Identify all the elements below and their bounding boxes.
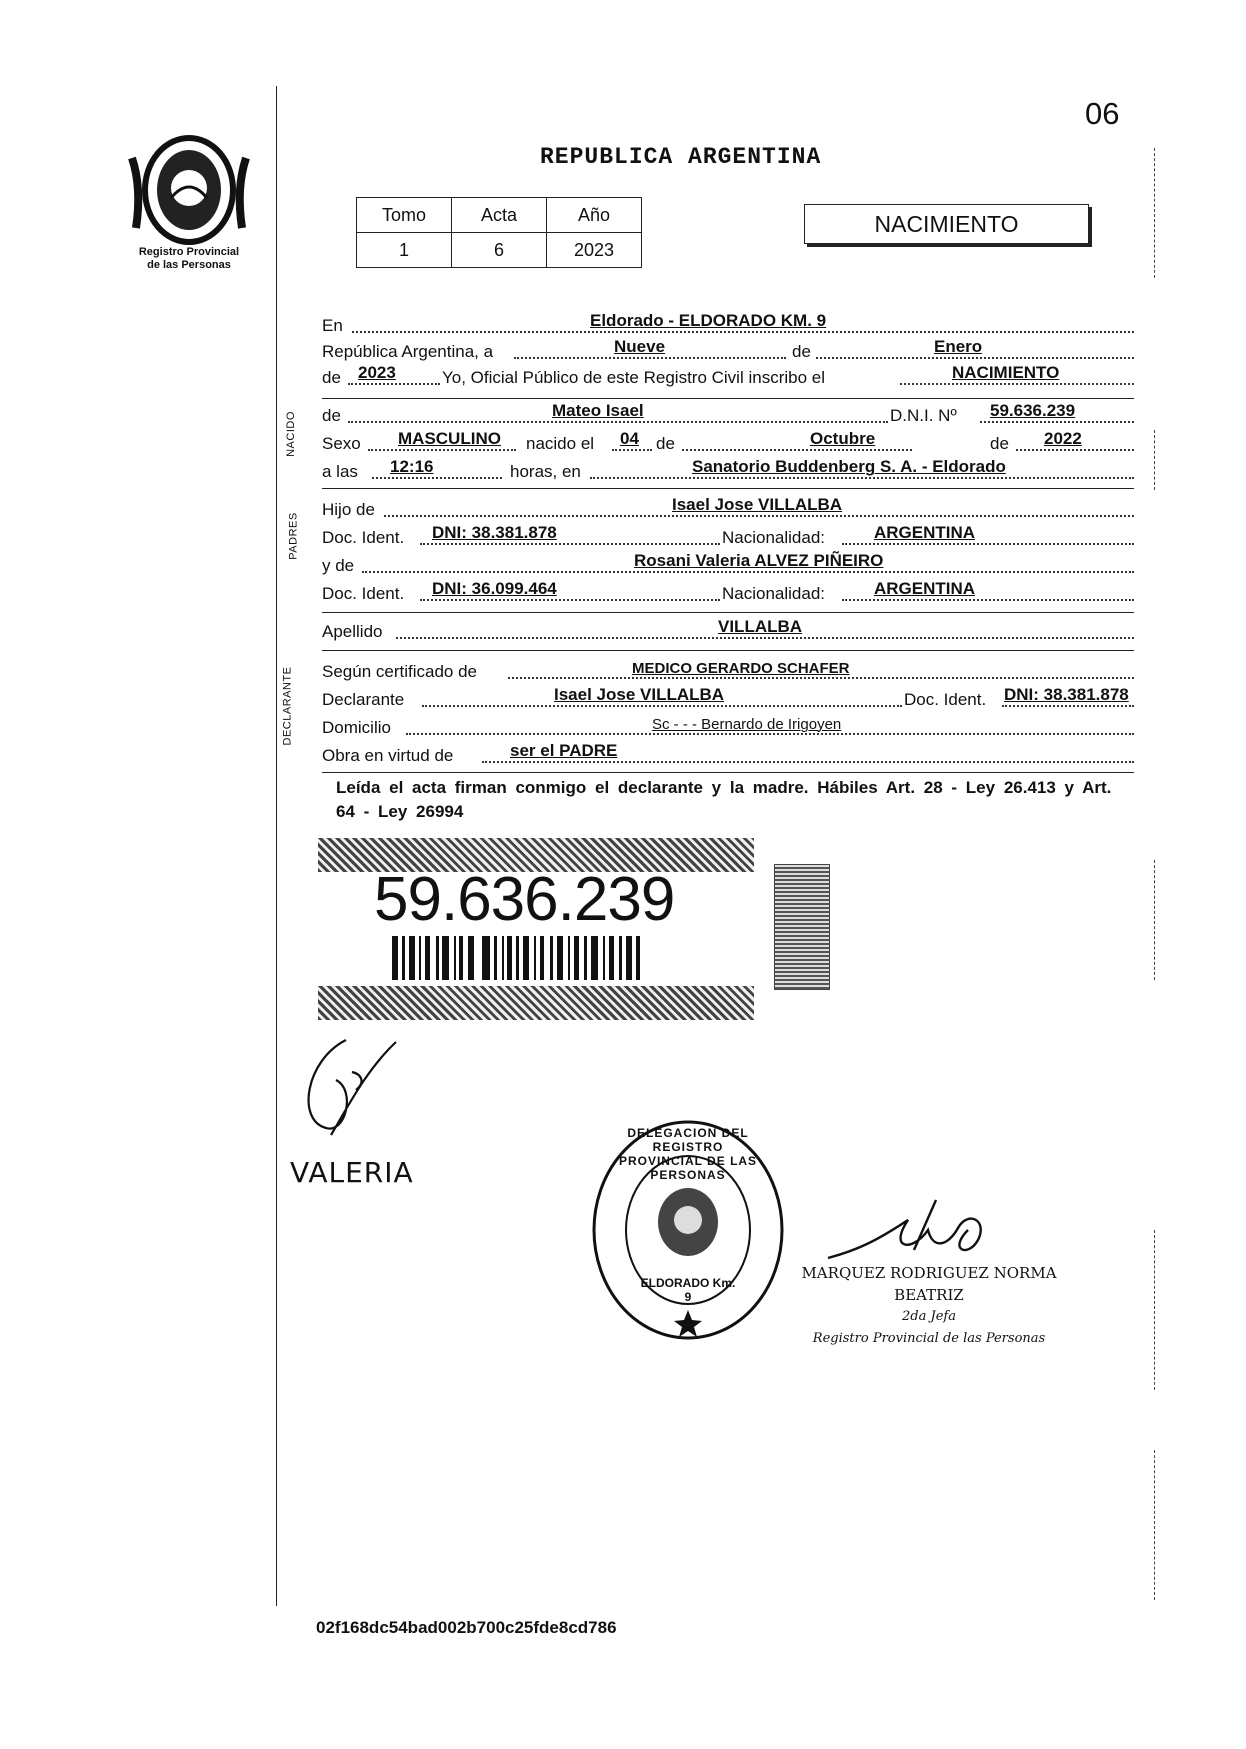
registry-table bbox=[356, 197, 642, 268]
value-birth-day: 04 bbox=[620, 429, 639, 448]
value-child-dni: 59.636.239 bbox=[990, 401, 1076, 420]
right-margin-dashes bbox=[1154, 1230, 1155, 1390]
official-signature-mark bbox=[818, 1180, 1008, 1270]
label-republica: República Argentina, a bbox=[322, 342, 494, 361]
value-father-doc: DNI: 38.381.878 bbox=[432, 523, 557, 542]
document-hash: 02f168dc54bad002b700c25fde8cd786 bbox=[316, 1618, 617, 1637]
value-declarant: Isael Jose VILLALBA bbox=[554, 685, 725, 704]
legal-text: Leída el acta firman conmigo el declarante y la madre. Hábiles Art. 28 - Ley 26.413 y Art. 64 - Ley 26994 bbox=[336, 778, 1112, 821]
side-label-padres: PADRES bbox=[287, 512, 300, 560]
label-de: de bbox=[322, 406, 341, 425]
right-margin-dashes bbox=[1154, 430, 1155, 490]
label-doc-ident: Doc. Ident. bbox=[322, 528, 405, 547]
registry-value-acta: 6 bbox=[452, 233, 547, 268]
form-row-certificate bbox=[322, 660, 1134, 682]
form-row-year bbox=[322, 363, 1134, 388]
right-margin-dashes bbox=[1154, 1450, 1155, 1600]
value-day: Nueve bbox=[614, 337, 666, 356]
mother-signature: VALERIA bbox=[290, 1156, 414, 1189]
form-row-mother bbox=[322, 551, 1134, 576]
form-row-father bbox=[322, 495, 1134, 520]
label-horas-en: horas, en bbox=[510, 462, 581, 481]
official-role: 2da Jefa bbox=[902, 1309, 956, 1324]
label-de: de bbox=[322, 368, 341, 387]
right-margin-dashes bbox=[1154, 148, 1155, 278]
section-divider bbox=[322, 488, 1134, 489]
province-seal-logo bbox=[124, 128, 254, 248]
value-birth-month: Octubre bbox=[810, 429, 876, 448]
logo-caption-line: Registro Provincial bbox=[138, 246, 240, 258]
logo-caption-line: de las Personas bbox=[147, 259, 231, 271]
barcode bbox=[392, 936, 642, 980]
value-sex: MASCULINO bbox=[398, 429, 501, 448]
registry-value-ano: 2023 bbox=[547, 233, 642, 268]
form-row-address bbox=[322, 716, 1134, 738]
label-y-de: y de bbox=[322, 556, 355, 575]
label-nacionalidad: Nacionalidad: bbox=[722, 528, 826, 547]
official-name: MARQUEZ RODRIGUEZ NORMA BEATRIZ bbox=[801, 1264, 1057, 1304]
official-office: Registro Provincial de las Personas bbox=[812, 1331, 1046, 1346]
label-declarante: Declarante bbox=[322, 690, 405, 709]
value-surname: VILLALBA bbox=[718, 617, 803, 636]
form-row-birth bbox=[322, 429, 1134, 454]
page-title: REPUBLICA ARGENTINA bbox=[540, 144, 822, 170]
label-de: de bbox=[792, 342, 811, 361]
label-obra: Obra en virtud de bbox=[322, 746, 454, 765]
section-divider bbox=[322, 612, 1134, 613]
value-mother-doc: DNI: 36.099.464 bbox=[432, 579, 557, 598]
registry-header-ano: Año bbox=[547, 198, 642, 233]
label-a-las: a las bbox=[322, 462, 358, 481]
value-father-nationality: ARGENTINA bbox=[874, 523, 976, 542]
label-nacido: nacido el bbox=[526, 434, 595, 453]
value-declarant-doc: DNI: 38.381.878 bbox=[1004, 685, 1129, 704]
form-row-date bbox=[322, 337, 1134, 362]
dni-number-large: 59.636.239 bbox=[374, 865, 675, 934]
value-birth-year: 2022 bbox=[1044, 429, 1082, 448]
security-band-bottom bbox=[318, 986, 754, 1020]
form-row-declarant bbox=[322, 685, 1134, 710]
value-place: Eldorado - ELDORADO KM. 9 bbox=[590, 311, 827, 330]
official-block bbox=[794, 1262, 1064, 1350]
label-doc-ident: Doc. Ident. bbox=[904, 690, 987, 709]
value-address: Sc - - - Bernardo de Irigoyen bbox=[652, 716, 842, 733]
side-label-declarante: DECLARANTE bbox=[281, 666, 294, 746]
value-father-name: Isael Jose VILLALBA bbox=[672, 495, 843, 514]
value-capacity: ser el PADRE bbox=[510, 741, 618, 760]
label-nacionalidad: Nacionalidad: bbox=[722, 584, 826, 603]
form-row-father-doc bbox=[322, 523, 1134, 548]
right-margin-dashes bbox=[1154, 860, 1155, 980]
value-mother-name: Rosani Valeria ALVEZ PIÑEIRO bbox=[634, 551, 884, 570]
registry-value-tomo: 1 bbox=[357, 233, 452, 268]
value-year: 2023 bbox=[358, 363, 396, 382]
label-sexo: Sexo bbox=[322, 434, 361, 453]
label-yo: Yo, Oficial Público de este Registro Civil inscribo el bbox=[442, 368, 825, 387]
value-act-type: NACIMIENTO bbox=[952, 363, 1060, 382]
form-row-name bbox=[322, 401, 1134, 426]
label-dni: D.N.I. Nº bbox=[890, 406, 957, 425]
value-month: Enero bbox=[934, 337, 983, 356]
stamp-inner-text: ELDORADO Km. 9 bbox=[640, 1276, 736, 1304]
declarant-signature-mark bbox=[286, 1030, 406, 1140]
label-de: de bbox=[990, 434, 1009, 453]
form-row-mother-doc bbox=[322, 579, 1134, 604]
document-type-box: NACIMIENTO bbox=[804, 204, 1089, 244]
label-apellido: Apellido bbox=[322, 622, 383, 641]
form-row-time-place bbox=[322, 457, 1134, 482]
label-en: En bbox=[322, 316, 343, 335]
registry-header-tomo: Tomo bbox=[357, 198, 452, 233]
page-number: 06 bbox=[1085, 96, 1120, 131]
label-de: de bbox=[656, 434, 675, 453]
section-divider bbox=[322, 772, 1134, 773]
hologram-strip bbox=[774, 864, 830, 990]
section-divider bbox=[322, 650, 1134, 651]
left-margin-line bbox=[276, 86, 277, 1606]
label-domicilio: Domicilio bbox=[322, 718, 391, 737]
form-row-surname bbox=[322, 617, 1134, 642]
value-birth-time: 12:16 bbox=[390, 457, 434, 476]
value-mother-nationality: ARGENTINA bbox=[874, 579, 976, 598]
form-row-capacity bbox=[322, 741, 1134, 766]
value-birth-place: Sanatorio Buddenberg S. A. - Eldorado bbox=[692, 457, 1006, 476]
form-row-place bbox=[322, 311, 1134, 336]
section-divider bbox=[322, 398, 1134, 399]
label-doc-ident: Doc. Ident. bbox=[322, 584, 405, 603]
stamp-outer-text: DELEGACION DEL REGISTRO PROVINCIAL DE LAS PERSONAS bbox=[618, 1126, 758, 1182]
registry-header-acta: Acta bbox=[452, 198, 547, 233]
value-child-name: Mateo Isael bbox=[552, 401, 644, 420]
logo-caption bbox=[118, 246, 260, 272]
value-certificate: MEDICO GERARDO SCHAFER bbox=[632, 660, 850, 677]
side-label-nacido: NACIDO bbox=[284, 411, 297, 457]
label-segun: Según certificado de bbox=[322, 662, 477, 681]
label-hijo-de: Hijo de bbox=[322, 500, 375, 519]
